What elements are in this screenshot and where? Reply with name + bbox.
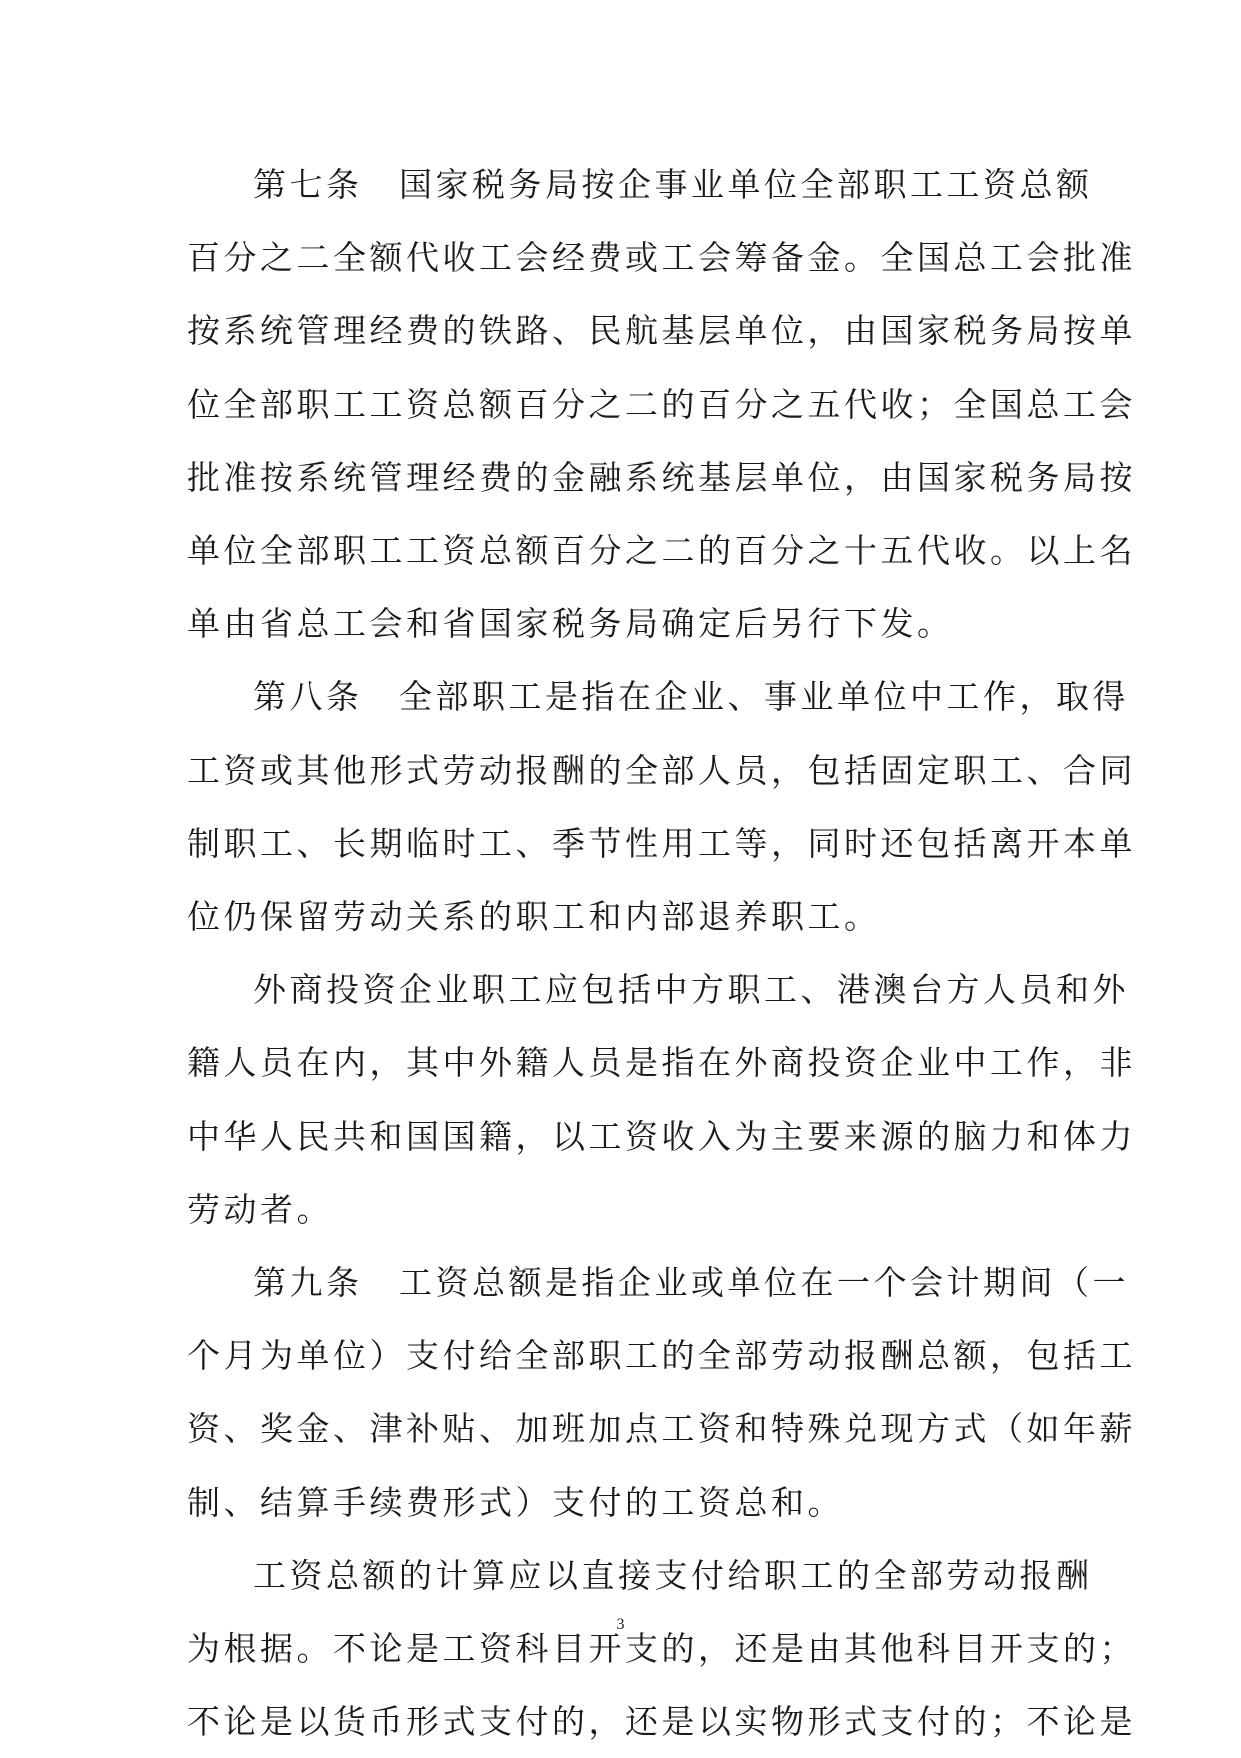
text-line: 百分之二全额代收工会经费或工会筹备金。全国总工会批准: [187, 238, 1136, 278]
paragraph-wage-calculation: [187, 1539, 1136, 1758]
text-line: 中华人民共和国国籍，以工资收入为主要来源的脑力和体力: [187, 1116, 1136, 1156]
paragraph-article-7: [187, 148, 1136, 660]
text-line: 第九条 工资总额是指企业或单位在一个会计期间（一: [253, 1263, 1129, 1303]
text-line: 资、奖金、津补贴、加班加点工资和特殊兑现方式（如年薪: [187, 1409, 1136, 1449]
text-line: 为根据。不论是工资科目开支的，还是由其他科目开支的；: [187, 1629, 1136, 1669]
text-line: 批准按系统管理经费的金融系统基层单位，由国家税务局按: [187, 457, 1136, 497]
page-number: 3: [616, 1616, 625, 1633]
text-line: 第八条 全部职工是指在企业、事业单位中工作，取得: [253, 677, 1129, 717]
text-line: 制职工、长期临时工、季节性用工等，同时还包括离开本单: [187, 823, 1136, 863]
text-line: 籍人员在内，其中外籍人员是指在外商投资企业中工作，非: [187, 1043, 1136, 1083]
text-line: 位仍保留劳动关系的职工和内部退养职工。: [187, 897, 881, 937]
text-line: 制、结算手续费形式）支付的工资总和。: [187, 1482, 844, 1522]
document-body: [187, 148, 1136, 1758]
text-line: 单由省总工会和省国家税务局确定后另行下发。: [187, 604, 954, 644]
text-line: 按系统管理经费的铁路、民航基层单位，由国家税务局按单: [187, 311, 1136, 351]
text-line: 单位全部职工工资总额百分之二的百分之十五代收。以上名: [187, 531, 1136, 571]
text-line: 工资总额的计算应以直接支付给职工的全部劳动报酬: [253, 1555, 1093, 1595]
text-line: 外商投资企业职工应包括中方职工、港澳台方人员和外: [253, 970, 1129, 1010]
text-line: 位全部职工工资总额百分之二的百分之五代收；全国总工会: [187, 384, 1136, 424]
text-line: 劳动者。: [187, 1189, 333, 1229]
text-line: 第七条 国家税务局按企事业单位全部职工工资总额: [253, 165, 1093, 204]
text-line: 个月为单位）支付给全部职工的全部劳动报酬总额，包括工: [187, 1336, 1136, 1376]
paragraph-article-9: [187, 1246, 1136, 1539]
paragraph-article-8: [187, 660, 1136, 953]
text-line: 不论是以货币形式支付的，还是以实物形式支付的；不论是: [187, 1702, 1136, 1742]
text-line: 工资或其他形式劳动报酬的全部人员，包括固定职工、合同: [187, 750, 1136, 790]
paragraph-foreign-staff: [187, 953, 1136, 1246]
